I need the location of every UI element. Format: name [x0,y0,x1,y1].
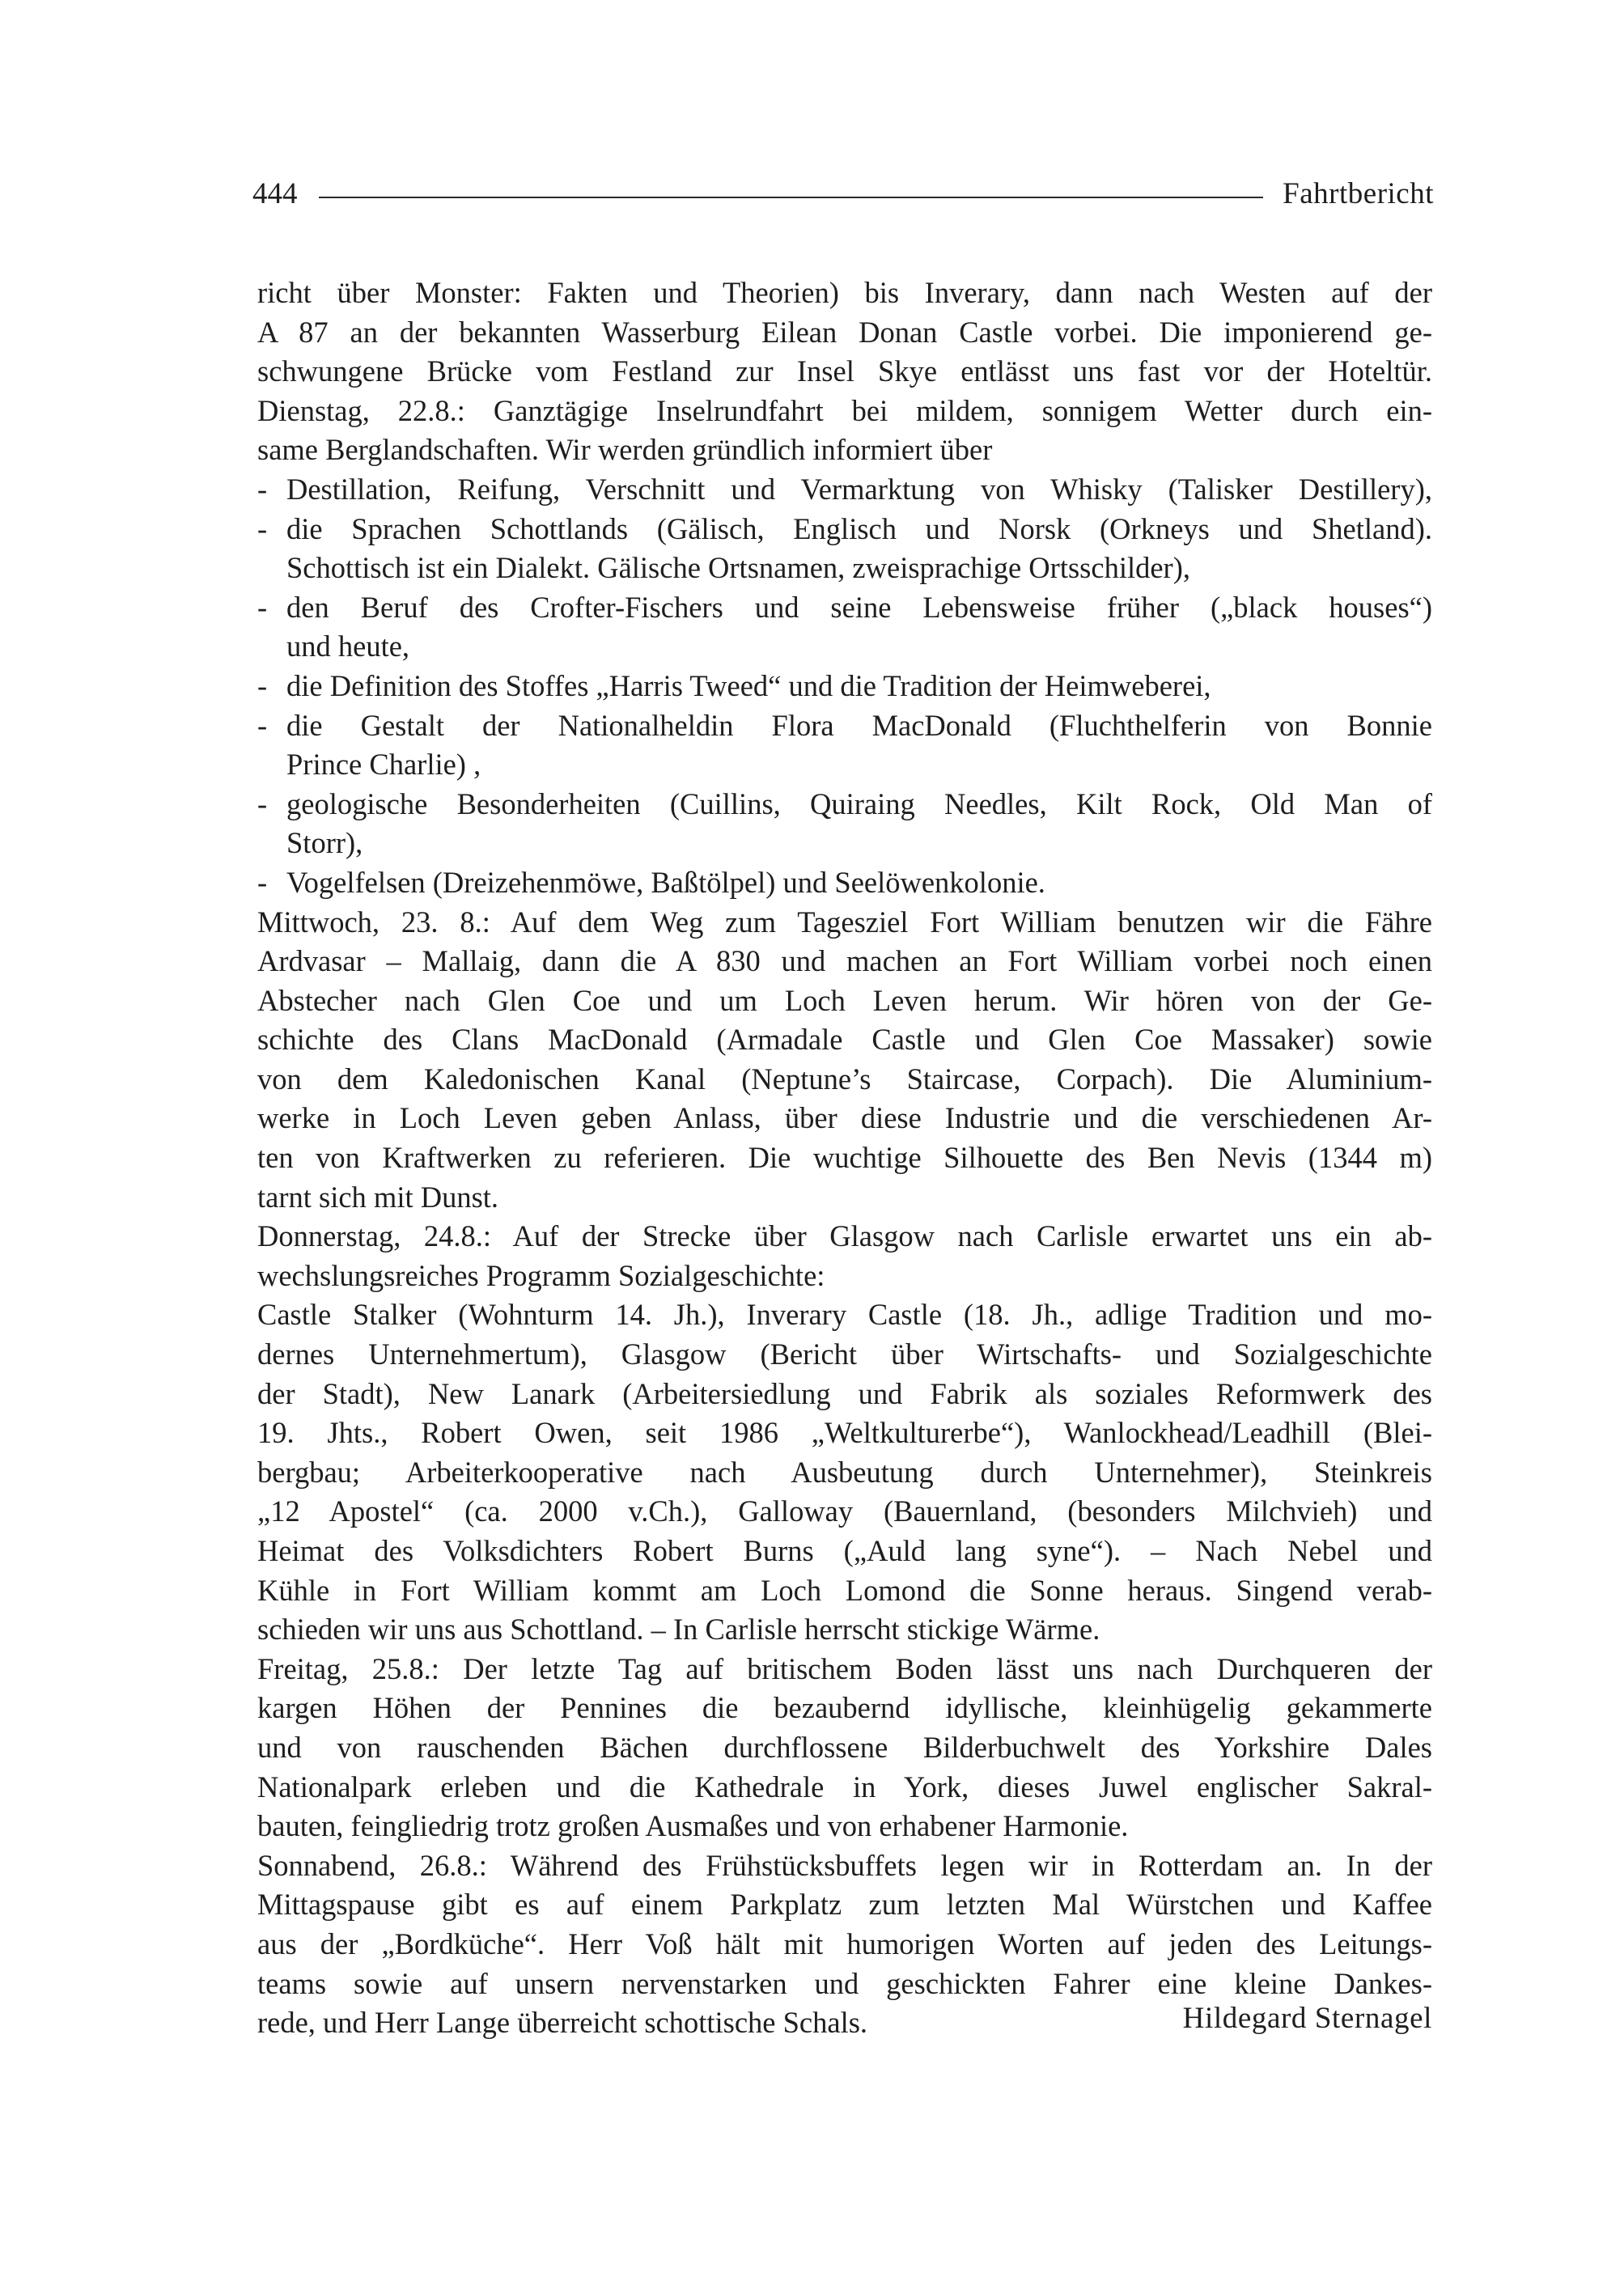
text-line: Ardvasar – Mallaig, dann die A 830 und machen an Fort William vorbei noch einen [257,944,1432,978]
text-line: dernes Unternehmertum), Glasgow (Bericht über Wirtschafts- und Sozialgeschichte [257,1337,1432,1371]
text-line: rede, und Herr Lange überreicht schottische Schals. [257,2006,868,2040]
text-line: schwungene Brücke vom Festland zur Insel Skye entlässt uns fast vor der Hoteltür. [257,354,1432,388]
list-item-text: geologische Besonderheiten (Cuillins, Quiraing Needles, Kilt Rock, Old Man of [286,786,1432,820]
text-line: Sonnabend, 26.8.: Während des Frühstücksbuffets legen wir in Rotterdam an. In der [257,1848,1432,1882]
list-dash: - [257,708,268,742]
list-item [257,863,1432,903]
list-item-continuation: und heute, [286,629,410,663]
text-line: der Stadt), New Lanark (Arbeitersiedlung und Fabrik als soziales Reformwerk des [257,1376,1432,1410]
text-line: ten von Kraftwerken zu referieren. Die wuchtige Silhouette des Ben Nevis (1344 m) [257,1141,1432,1175]
text-line: von dem Kaledonischen Kanal (Neptune’s Staircase, Corpach). Die Aluminium- [257,1062,1432,1096]
paragraph-mittwoch [257,903,1432,1218]
list-item-continuation: Storr), [286,826,363,860]
text-line: tarnt sich mit Dunst. [257,1180,499,1214]
text-line: Kühle in Fort William kommt am Loch Lomond die Sonne heraus. Singend verab- [257,1573,1432,1607]
list-item-text: Vogelfelsen (Dreizehenmöwe, Baßtölpel) und Seelöwenkolonie. [286,865,1045,899]
text-line: und von rauschenden Bächen durchflossene Bilderbuchwelt des Yorkshire Dales [257,1730,1432,1764]
body-text [257,273,1432,2043]
text-line: wechslungsreiches Programm Sozialgeschichte: [257,1258,825,1292]
paragraph-sozialgeschichte [257,1295,1432,1649]
list-item [257,510,1432,549]
list-dash: - [257,865,268,899]
page-number: 444 [252,177,298,210]
list-dash: - [257,590,268,624]
author-signature: Hildegard Sternagel [1182,2002,1432,2035]
text-line: teams sowie auf unsern nervenstarken und geschickten Fahrer eine kleine Dankes- [257,1966,1432,2000]
list-item-continuation: Schottisch ist ein Dialekt. Gälische Ortsnamen, zweisprachige Ortsschilder), [286,551,1190,585]
text-line: Mittwoch, 23. 8.: Auf dem Weg zum Tagesziel Fort William benutzen wir die Fähre [257,905,1432,939]
paragraph-freitag [257,1650,1432,1846]
bullet-list [257,470,1432,903]
text-line: bauten, feingliedrig trotz großen Ausmaßes und von erhabener Harmonie. [257,1809,1129,1843]
list-dash: - [257,511,268,545]
text-line: Abstecher nach Glen Coe und um Loch Leven herum. Wir hören von der Ge- [257,983,1432,1017]
list-item [257,785,1432,824]
text-line: same Berglandschaften. Wir werden gründlich informiert über [257,433,993,467]
list-dash: - [257,472,268,506]
text-line: richt über Monster: Fakten und Theorien) bis Inverary, dann nach Westen auf der [257,276,1432,309]
list-item [257,470,1432,510]
text-line: Nationalpark erleben und die Kathedrale in York, dieses Juwel englischer Sakral- [257,1770,1432,1803]
list-item-text: Destillation, Reifung, Verschnitt und Vermarktung von Whisky (Talisker Destillery), [286,472,1432,506]
text-line: „12 Apostel“ (ca. 2000 v.Ch.), Galloway (Bauernland, (besonders Milchvieh) und [257,1494,1432,1528]
text-line: Dienstag, 22.8.: Ganztägige Inselrundfahrt bei mildem, sonnigem Wetter durch ein- [257,393,1432,427]
text-line: schichte des Clans MacDonald (Armadale Castle und Glen Coe Massaker) sowie [257,1023,1432,1057]
text-line: Mittagspause gibt es auf einem Parkplatz zum letzten Mal Würstchen und Kaffee [257,1888,1432,1922]
list-item-text: die Definition des Stoffes „Harris Tweed“ und die Tradition der Heimweberei, [286,668,1211,702]
list-item [257,588,1432,628]
text-line: 19. Jhts., Robert Owen, seit 1986 „Weltkulturerbe“), Wanlockhead/Leadhill (Blei- [257,1416,1432,1450]
text-line: schieden wir uns aus Schottland. – In Carlisle herrscht stickige Wärme. [257,1613,1100,1647]
list-item-text: die Gestalt der Nationalheldin Flora MacDonald (Fluchthelferin von Bonnie [286,708,1432,742]
text-line: aus der „Bordküche“. Herr Voß hält mit humorigen Worten auf jeden des Leitungs- [257,1926,1432,1960]
text-line: Donnerstag, 24.8.: Auf der Strecke über Glasgow nach Carlisle erwartet uns ein ab- [257,1219,1432,1253]
text-line: Heimat des Volksdichters Robert Burns („Auld lang syne“). – Nach Nebel und [257,1534,1432,1567]
list-item [257,667,1432,706]
header-rule [319,197,1264,198]
list-item-text: die Sprachen Schottlands (Gälisch, Englisch und Norsk (Orkneys und Shetland). [286,511,1432,545]
list-item [257,706,1432,746]
list-dash: - [257,786,268,820]
list-item-continuation: Prince Charlie) , [286,748,481,782]
list-dash: - [257,668,268,702]
paragraph-donnerstag [257,1217,1432,1295]
page-header [252,173,1434,215]
text-line: Castle Stalker (Wohnturm 14. Jh.), Inverary Castle (18. Jh., adlige Tradition und mo- [257,1298,1432,1332]
text-line: bergbau; Arbeiterkooperative nach Ausbeutung durch Unternehmer), Steinkreis [257,1455,1432,1489]
list-item-text: den Beruf des Crofter-Fischers und seine Lebensweise früher („black houses“) [286,590,1432,624]
text-line: Freitag, 25.8.: Der letzte Tag auf britischem Boden lässt uns nach Durchqueren der [257,1651,1432,1685]
text-line: A 87 an der bekannten Wasserburg Eilean Donan Castle vorbei. Die imponierend ge- [257,315,1432,349]
running-title: Fahrtbericht [1283,177,1434,210]
text-line: werke in Loch Leven geben Anlass, über diese Industrie und die verschiedenen Ar- [257,1101,1432,1135]
text-line: kargen Höhen der Pennines die bezaubernd idyllische, kleinhügelig gekammerte [257,1691,1432,1725]
